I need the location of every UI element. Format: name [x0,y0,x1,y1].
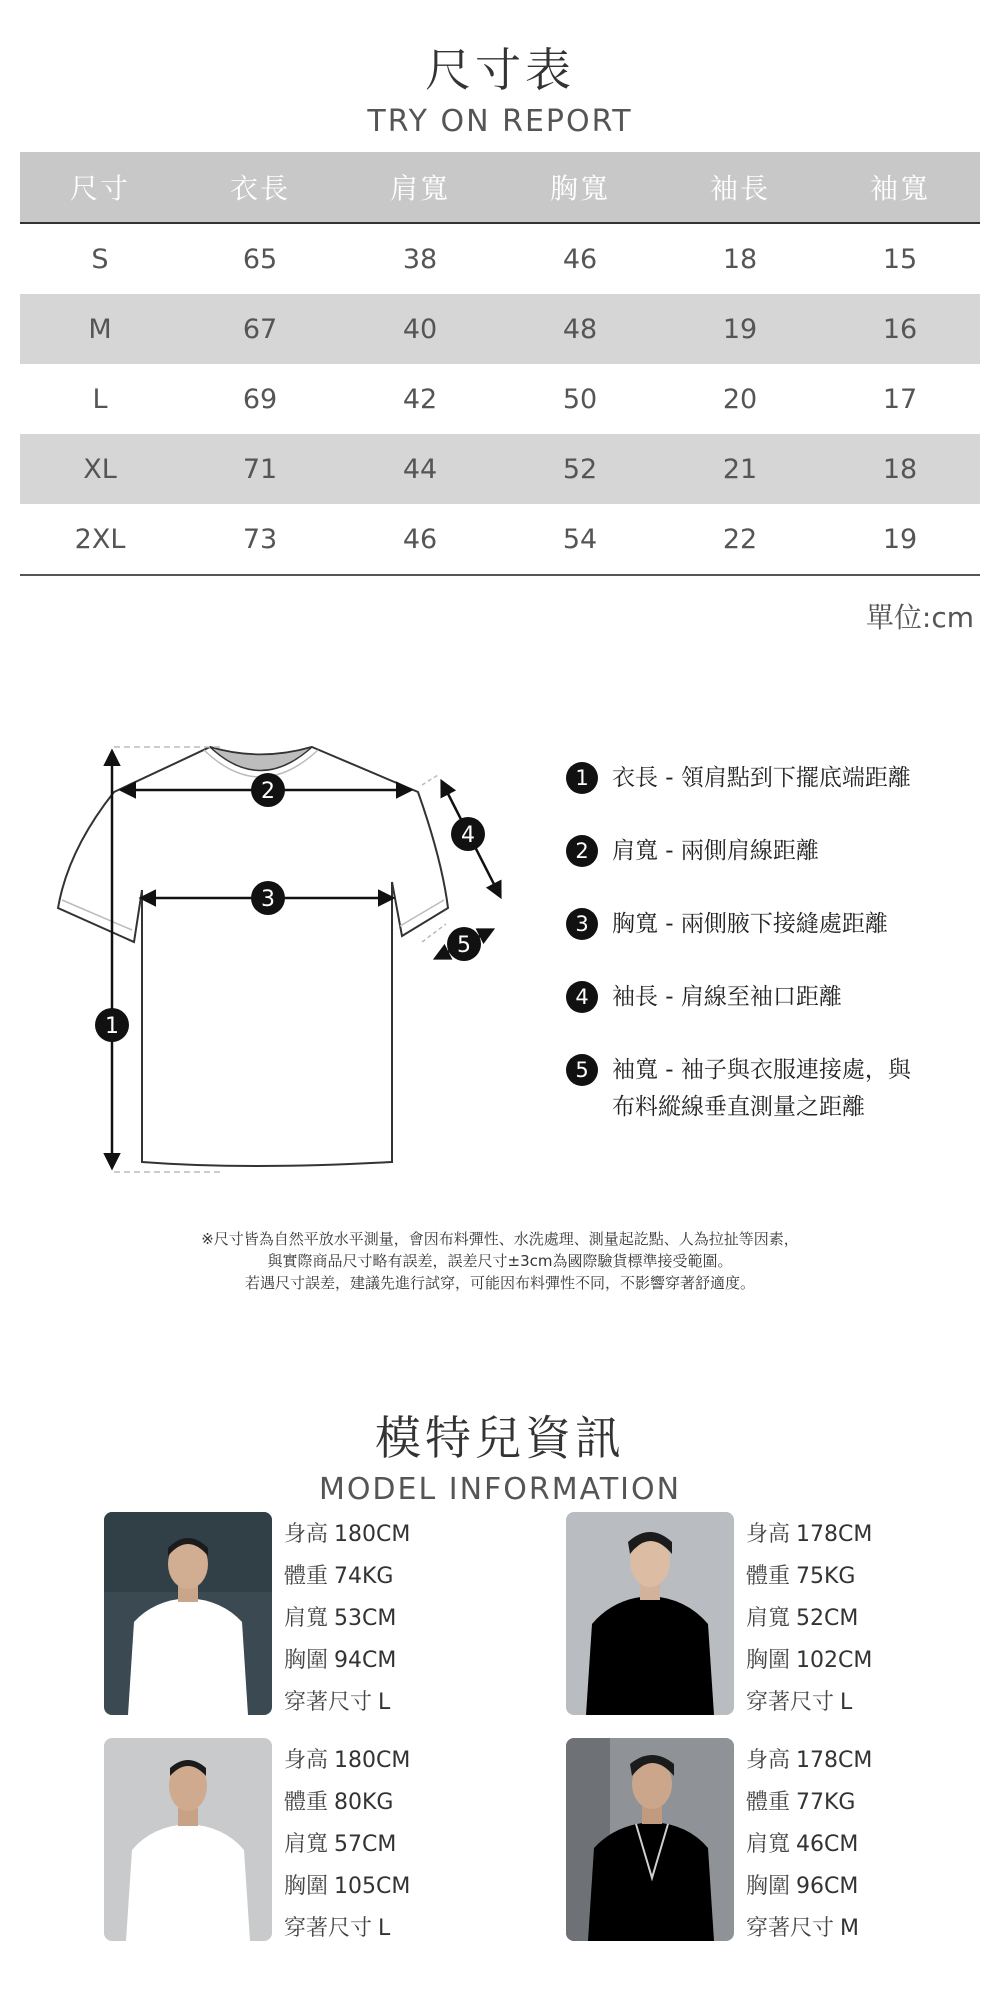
table-cell: 46 [402,523,438,555]
table-cell: 22 [722,523,758,555]
model-card [104,1738,504,1943]
table-cell: 16 [882,313,918,345]
table-cell: L [92,383,108,415]
note-line: 與實際商品尺寸略有誤差，誤差尺寸±3cm為國際驗貨標準接受範圍。 [267,1252,733,1270]
model-stat: 穿著尺寸 L [284,1690,391,1715]
model-stat: 肩寬 46CM [746,1832,859,1857]
legend-text: 衣長 - 領肩點到下擺底端距離 [612,765,911,791]
table-cell: 69 [242,383,278,415]
model-photo [566,1512,734,1715]
model-stat: 身高 180CM [284,1522,411,1547]
model-stats [284,1514,410,1724]
model-stat: 體重 80KG [284,1790,394,1815]
model-card [566,1738,966,1943]
model-stat: 胸圍 96CM [746,1874,859,1899]
model-stat: 肩寬 57CM [284,1832,397,1857]
table-cell: S [91,243,109,275]
table-row [20,224,980,294]
tshirt-measurement-diagram [50,730,520,1180]
header-cell: 肩寬 [389,172,450,205]
model-stats [284,1740,410,1950]
table-cell: 42 [402,383,438,415]
table-cell: 73 [242,523,278,555]
legend-number-badge: 3 [566,908,598,940]
model-card [104,1512,504,1717]
legend-number-badge: 5 [566,1054,598,1086]
table-cell: 38 [402,243,438,275]
model-stat: 身高 178CM [746,1522,873,1547]
model-stat: 體重 74KG [284,1564,394,1589]
model-stat: 穿著尺寸 L [746,1690,853,1715]
legend-item [566,762,986,799]
legend-item [566,981,986,1018]
table-cell: 15 [882,243,918,275]
model-stats [746,1514,872,1724]
size-table-header [20,152,980,224]
model-stat: 胸圍 94CM [284,1648,397,1673]
table-cell: 18 [722,243,758,275]
table-cell: 19 [882,523,918,555]
table-cell: 19 [722,313,758,345]
model-photo [104,1512,272,1715]
table-cell: XL [83,453,117,485]
measurement-notes [0,1228,1000,1294]
model-photo [566,1738,734,1941]
model-info-subtitle: MODEL INFORMATION [318,1472,682,1507]
size-chart-title-block [0,34,1000,139]
table-cell: 54 [562,523,598,555]
model-stats [746,1740,872,1950]
model-stat: 穿著尺寸 L [284,1916,391,1941]
table-cell: 71 [242,453,278,485]
legend-text: 袖長 - 肩線至袖口距離 [612,984,842,1010]
legend-item [566,908,986,945]
model-stat: 穿著尺寸 M [746,1916,859,1941]
model-stat: 胸圍 102CM [746,1648,873,1673]
diagram-mark-3 [251,881,285,915]
model-photo [104,1738,272,1941]
legend-text-continued: 布料縱線垂直測量之距離 [612,1094,865,1120]
svg-text:1: 1 [105,1014,119,1039]
model-stat: 身高 178CM [746,1748,873,1773]
note-line: ※尺寸皆為自然平放水平測量，會因布料彈性、水洗處理、測量起訖點、人為拉扯等因素， [201,1230,799,1248]
model-stat: 體重 75KG [746,1564,856,1589]
table-row [20,434,980,504]
legend-item [566,835,986,872]
legend-number-badge: 2 [566,835,598,867]
svg-text:3: 3 [261,887,275,912]
table-cell: 46 [562,243,598,275]
table-row [20,294,980,364]
table-cell: 67 [242,313,278,345]
model-stat: 肩寬 52CM [746,1606,859,1631]
legend-text: 袖寬 - 袖子與衣服連接處，與 [612,1057,911,1083]
table-cell: 52 [562,453,598,485]
legend-number-badge: 1 [566,762,598,794]
table-cell: M [88,313,112,345]
table-row [20,504,980,576]
diagram-mark-4 [451,817,485,851]
table-cell: 48 [562,313,598,345]
model-info-title-block [0,1402,1000,1507]
svg-text:2: 2 [261,779,275,804]
svg-text:5: 5 [457,933,471,958]
diagram-mark-2 [251,773,285,807]
table-cell: 44 [402,453,438,485]
table-cell: 40 [402,313,438,345]
legend-text: 胸寬 - 兩側腋下接縫處距離 [612,911,888,937]
header-cell: 胸寬 [549,172,610,205]
model-stat: 身高 180CM [284,1748,411,1773]
table-row [20,364,980,434]
table-cell: 21 [722,453,758,485]
table-cell: 18 [882,453,918,485]
header-cell: 衣長 [229,172,290,205]
diagram-mark-1 [95,1008,129,1042]
note-line: 若遇尺寸誤差，建議先進行試穿，可能因布料彈性不同，不影響穿著舒適度。 [244,1274,755,1292]
model-info-title: 模特兒資訊 [375,1411,625,1465]
header-cell: 尺寸 [69,172,130,205]
model-stat: 體重 77KG [746,1790,856,1815]
diagram-mark-5 [447,927,481,961]
table-cell: 65 [242,243,278,275]
table-cell: 20 [722,383,758,415]
size-table [20,152,980,576]
legend-number-badge: 4 [566,981,598,1013]
header-cell: 袖長 [709,172,770,205]
size-chart-title: 尺寸表 [425,43,575,97]
header-cell: 袖寬 [869,172,930,205]
model-stat: 胸圍 105CM [284,1874,411,1899]
legend-text: 肩寬 - 兩側肩線距離 [612,838,819,864]
table-cell: 17 [882,383,918,415]
svg-text:4: 4 [461,823,475,848]
legend-text-block [612,1054,911,1128]
measurement-legend [566,762,986,1164]
table-cell: 50 [562,383,598,415]
size-chart-subtitle: TRY ON REPORT [367,104,633,139]
model-stat: 肩寬 53CM [284,1606,397,1631]
legend-item [566,1054,986,1128]
table-cell: 2XL [74,523,126,555]
unit-label: 單位:cm [865,601,974,634]
model-card [566,1512,966,1717]
